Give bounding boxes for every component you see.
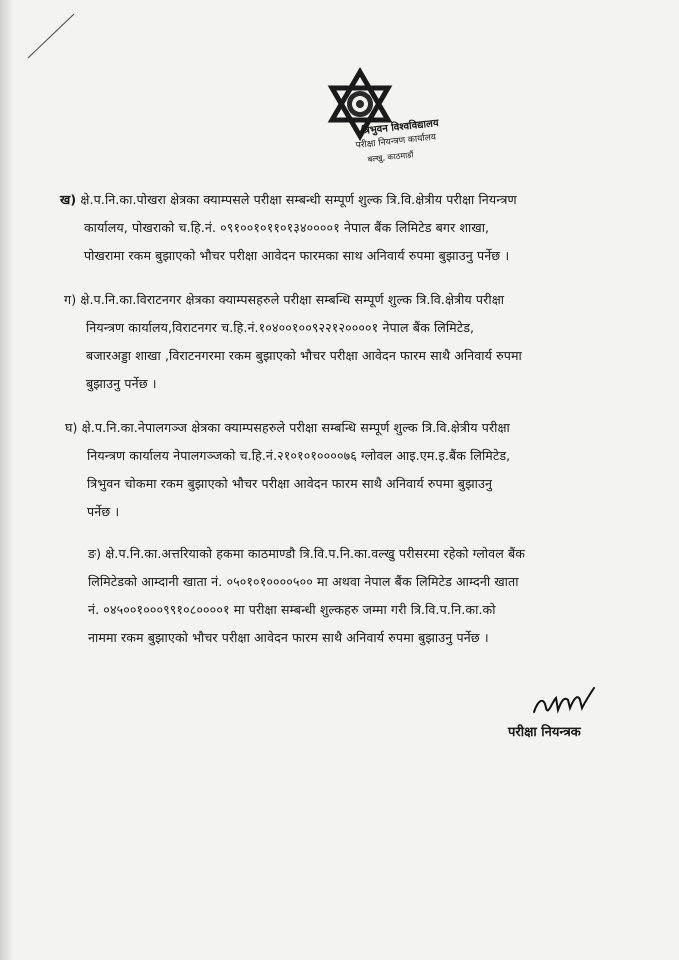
paragraph-line: क्षे.प.नि.का.पोखरा क्षेत्रका क्याम्पसले परीक्षा सम्बन्धी सम्पूर्ण शुल्क त्रि.वि.क्षेत्रीय परीक्षा नियन्त्रण	[80, 192, 517, 207]
paragraph-line: क्षे.प.नि.का.विराटनगर क्षेत्रका क्याम्पसहरुले परीक्षा सम्बन्धि सम्पूर्ण शुल्क त्रि.वि.क्षेत्रीय परीक्षा	[80, 292, 505, 307]
paragraph-line: बजारअड्डा शाखा ,विराटनगरमा रकम बुझाएको भौचर परीक्षा आवेदन फारम साथै अनिवार्य रुपमा	[86, 348, 522, 363]
paragraph-line: क्षे.प.नि.का.अत्तरियाको हकमा काठमाण्डौ त्रि.वि.प.नि.का.वल्खु परीसरमा रहेको ग्लोवल बैंक	[105, 546, 526, 561]
paragraph-line: कार्यालय, पोखराको च.हि.नं. ०९१००१०११०१३४००००१ नेपाल बैंक लिमिटेड बगर शाखा,	[84, 220, 490, 235]
paragraph-kha	[60, 186, 517, 214]
paragraph-kha-cont	[84, 214, 509, 270]
seal-text-line: बल्खु, काठमाडौं	[367, 150, 414, 164]
page-edge-shadow	[0, 0, 14, 960]
paragraph-line: नियन्त्रण कार्यालय,विराटनगर च.हि.नं.१०४००१००९२२१२००००१ नेपाल बैंक लिमिटेड,	[86, 320, 475, 335]
paragraph-line: नं. ०४५००१०००९९१०८००००१ मा परीक्षा सम्बन्धी शुल्कहरु जम्मा गरी त्रि.वि.प.नि.का.को	[88, 602, 496, 617]
paragraph-line: पोखरामा रकम बुझाएको भौचर परीक्षा आवेदन फारमका साथ अनिवार्य रुपमा बुझाउनु पर्नेछ ।	[84, 248, 510, 263]
paragraph-line: त्रिभुवन चोकमा रकम बुझाएको भौचर परीक्षा आवेदन फारम साथै अनिवार्य रुपमा बुझाउनु	[87, 476, 493, 491]
paragraph-gha	[65, 414, 510, 442]
paragraph-nga	[88, 540, 525, 568]
seal-text-line: त्रिभुवन विश्वविद्यालय	[361, 117, 440, 137]
page-fold-line	[0, 0, 80, 60]
paragraph-gha-cont	[87, 442, 510, 526]
seal-text-line: परीक्षा नियन्त्रण कार्यालय	[355, 132, 437, 151]
paragraph-line: नाममा रकम बुझाएको भौचर परीक्षा आवेदन फारम साथै अनिवार्य रुपमा बुझाउनु पर्नेछ ।	[88, 630, 489, 645]
paragraph-line: पर्नेछ ।	[87, 504, 120, 519]
paragraph-ga-cont	[86, 314, 522, 398]
university-seal	[300, 68, 440, 183]
signatory-title: परीक्षा नियन्त्रक	[508, 725, 581, 740]
paragraph-line: लिमिटेडको आम्दानी खाता नं. ०५०१०१००००५०० मा अथवा नेपाल बैंक लिमिटेड आम्दनी खाता	[88, 574, 519, 589]
paragraph-marker: घ)	[65, 420, 78, 435]
paragraph-line: क्षे.प.नि.का.नेपालगञ्ज क्षेत्रका क्याम्पसहरुले परीक्षा सम्बन्धि सम्पूर्ण शुल्क त्रि.वि.क्षेत्रीय परीक्षा	[81, 420, 510, 435]
paragraph-nga-cont	[88, 568, 519, 652]
paragraph-line: नियन्त्रण कार्यालय नेपालगञ्जको च.हि.नं.२१०१०१००००७६ ग्लोवल आइ.एम.इ.बैंक लिमिटेड,	[87, 448, 511, 463]
paragraph-ga	[64, 286, 504, 314]
paragraph-marker: ख)	[60, 192, 77, 207]
paragraph-line: बुझाउनु पर्नेछ ।	[86, 376, 157, 391]
handwritten-signature	[528, 682, 608, 722]
paragraph-marker: ङ)	[88, 546, 102, 561]
paragraph-marker: ग)	[64, 292, 77, 307]
